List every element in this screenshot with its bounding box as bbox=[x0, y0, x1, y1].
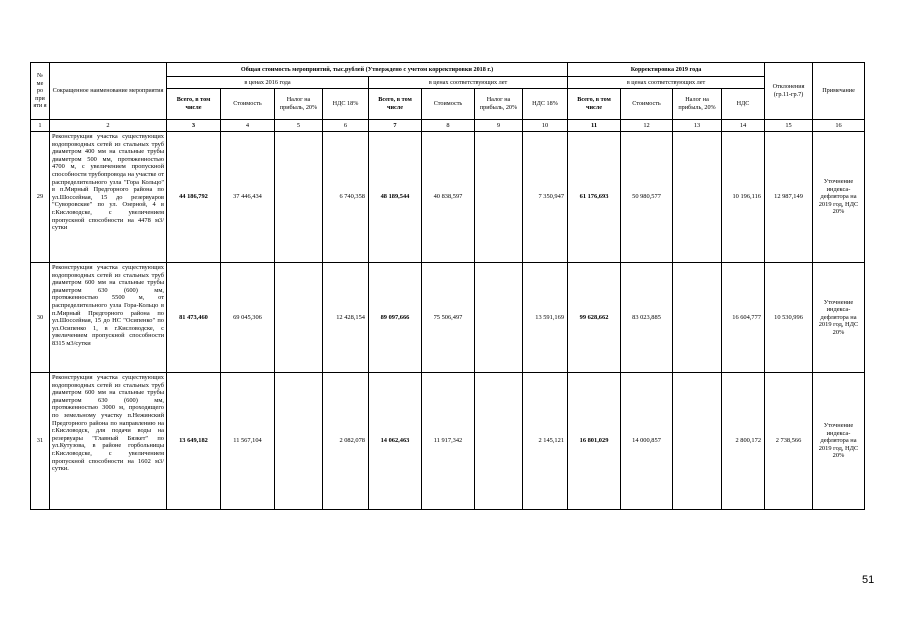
column-number: 13 bbox=[673, 120, 722, 132]
note-text: Уточнение индекса-дефлятора на 2019 год, НДС 20% bbox=[813, 263, 865, 373]
vat-2019: 2 800,172 bbox=[722, 373, 765, 510]
table-row bbox=[31, 263, 865, 373]
header-prices-2016: в ценах 2016 года bbox=[167, 77, 369, 89]
header-profit-tax: Налог на прибыль, 20% bbox=[275, 89, 323, 120]
column-number: 2 bbox=[50, 120, 167, 132]
header-vat18: НДС 18% bbox=[523, 89, 568, 120]
cost-2016: 69 045,306 bbox=[221, 263, 275, 373]
column-number-row bbox=[31, 120, 865, 132]
total-current: 14 062,463 bbox=[369, 373, 422, 510]
document-sheet bbox=[30, 62, 865, 510]
deviation-value: 12 987,149 bbox=[765, 132, 813, 263]
page-number: 51 bbox=[862, 574, 875, 586]
vat-current: 7 350,947 bbox=[523, 132, 568, 263]
vat-2016: 12 428,154 bbox=[323, 263, 369, 373]
deviation-value: 2 738,566 bbox=[765, 373, 813, 510]
measure-name: Реконструкция участка существующих водопроводных сетей из стальных труб диаметром 600 мм на стальные трубы диаметром 630 (600) мм, протяженностью 5500 м, от распределительного узла Гора-Кольцо в п.Мирный Предгорного района по ул.Шоссейная, 15 до НС "Осипенко" по ул.Осипенко 1, в г.Кисловодске, с увеличением пропускной способности 8315 м3/сутки bbox=[50, 263, 167, 373]
cost-2019: 14 000,857 bbox=[621, 373, 673, 510]
row-number: 31 bbox=[31, 373, 50, 510]
header-name: Сокращенное наименование мероприятия bbox=[50, 63, 167, 120]
total-2019: 99 628,662 bbox=[568, 263, 621, 373]
deviation-value: 10 530,996 bbox=[765, 263, 813, 373]
column-number: 8 bbox=[422, 120, 475, 132]
vat-current: 13 591,169 bbox=[523, 263, 568, 373]
column-number: 4 bbox=[221, 120, 275, 132]
header-prices-current: в ценах соответствующих лет bbox=[369, 77, 568, 89]
header-total: Всего, в том числе bbox=[167, 89, 221, 120]
column-number: 15 bbox=[765, 120, 813, 132]
vat-2019: 16 604,777 bbox=[722, 263, 765, 373]
cost-current: 11 917,342 bbox=[422, 373, 475, 510]
profit-tax-current bbox=[475, 263, 523, 373]
column-number: 1 bbox=[31, 120, 50, 132]
note-text: Уточнение индекса-дефлятора на 2019 год, НДС 20% bbox=[813, 373, 865, 510]
column-number: 9 bbox=[475, 120, 523, 132]
cost-2016: 37 446,434 bbox=[221, 132, 275, 263]
header-profit-tax: Налог на прибыль, 20% bbox=[475, 89, 523, 120]
profit-tax-2016 bbox=[275, 132, 323, 263]
profit-tax-2019 bbox=[673, 263, 722, 373]
profit-tax-2019 bbox=[673, 132, 722, 263]
column-number: 7 bbox=[369, 120, 422, 132]
row-number: 29 bbox=[31, 132, 50, 263]
header-number: № ме ро при яти я bbox=[31, 63, 50, 120]
column-number: 16 bbox=[813, 120, 865, 132]
table-row bbox=[31, 373, 865, 510]
measure-name: Реконструкция участка существующих водопроводных сетей из стальных труб диаметром 600 мм на стальные трубы диаметром 630 (600) мм, протяженностью 3000 м, проходящего по земельному участку п.Нежинский Предгорного района по направлению на г.Кисловодск, для подачи воды на резервуары "Главный Бязкет" по ул.Кутузова, в районе горбольницы г.Кисловодске, с увеличением пропускной способности на 1602 м3/сутки. bbox=[50, 373, 167, 510]
profit-tax-current bbox=[475, 132, 523, 263]
column-number: 6 bbox=[323, 120, 369, 132]
cost-2019: 50 980,577 bbox=[621, 132, 673, 263]
profit-tax-2016 bbox=[275, 263, 323, 373]
header-cost: Стоимость bbox=[221, 89, 275, 120]
measure-name: Реконструкция участка существующих водопроводных сетей из стальных труб диаметром 400 мм на стальные трубы диаметром 500 мм, протяженностью 4700 м, с увеличением пропускной способности трубопровода на участке от распределительного узла "Гора Кольцо" в п.Мирный Предгорного района по ул.Шоссейная, 15 до резервуаров "Суворовские" по ул. Озерной, 4 в г.Кисловодске, с увеличением пропускной способности на 4478 м3/сутки bbox=[50, 132, 167, 263]
cost-current: 40 838,597 bbox=[422, 132, 475, 263]
header-group-2019: Корректировка 2019 года bbox=[568, 63, 765, 77]
header-prices-current-2019: в ценах соответствующих лет bbox=[568, 77, 765, 89]
profit-tax-current bbox=[475, 373, 523, 510]
header-note: Примечание bbox=[813, 63, 865, 120]
cost-current: 75 506,497 bbox=[422, 263, 475, 373]
profit-tax-2016 bbox=[275, 373, 323, 510]
header-total: Всего, в том числе bbox=[369, 89, 422, 120]
profit-tax-2019 bbox=[673, 373, 722, 510]
total-2016: 81 473,460 bbox=[167, 263, 221, 373]
header-cost: Стоимость bbox=[621, 89, 673, 120]
total-2019: 61 176,693 bbox=[568, 132, 621, 263]
header-group-approved: Общая стоимость мероприятий, тыс.рублей (Утверждено с учетом корректировки 2018 г.) bbox=[167, 63, 568, 77]
vat-2016: 2 082,078 bbox=[323, 373, 369, 510]
header-deviation: Отклонения (гр.11-гр.7) bbox=[765, 63, 813, 120]
row-number: 30 bbox=[31, 263, 50, 373]
cost-2019: 83 023,885 bbox=[621, 263, 673, 373]
table-row bbox=[31, 132, 865, 263]
column-number: 5 bbox=[275, 120, 323, 132]
header-cost: Стоимость bbox=[422, 89, 475, 120]
cost-table bbox=[30, 62, 865, 510]
header-vat18: НДС 18% bbox=[323, 89, 369, 120]
total-2019: 16 801,029 bbox=[568, 373, 621, 510]
note-text: Уточнение индекса-дефлятора на 2019 год, НДС 20% bbox=[813, 132, 865, 263]
total-current: 89 097,666 bbox=[369, 263, 422, 373]
header-total: Всего, в том числе bbox=[568, 89, 621, 120]
total-current: 48 189,544 bbox=[369, 132, 422, 263]
column-number: 10 bbox=[523, 120, 568, 132]
cost-2016: 11 567,104 bbox=[221, 373, 275, 510]
vat-2016: 6 740,358 bbox=[323, 132, 369, 263]
vat-current: 2 145,121 bbox=[523, 373, 568, 510]
header-vat: НДС bbox=[722, 89, 765, 120]
vat-2019: 10 196,116 bbox=[722, 132, 765, 263]
column-number: 12 bbox=[621, 120, 673, 132]
total-2016: 13 649,182 bbox=[167, 373, 221, 510]
column-number: 11 bbox=[568, 120, 621, 132]
header-profit-tax: Налог на прибыль, 20% bbox=[673, 89, 722, 120]
column-number: 3 bbox=[167, 120, 221, 132]
column-number: 14 bbox=[722, 120, 765, 132]
total-2016: 44 186,792 bbox=[167, 132, 221, 263]
